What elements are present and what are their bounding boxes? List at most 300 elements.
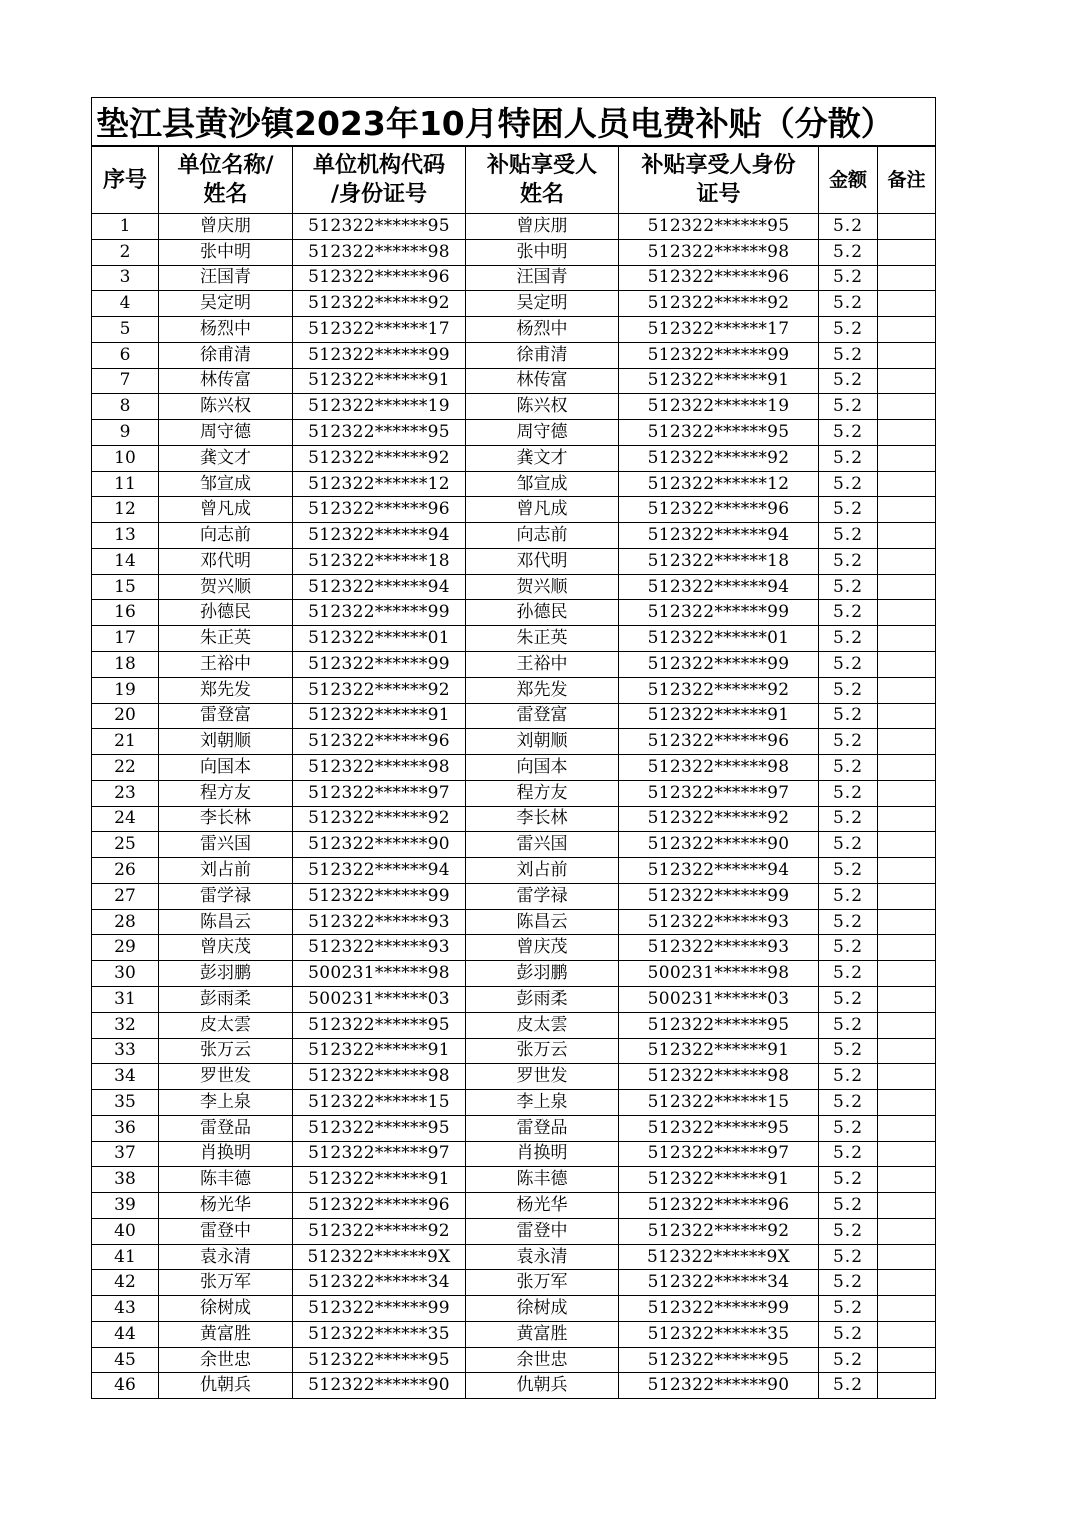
cell-unit-name: 彭雨柔 bbox=[159, 986, 293, 1012]
table-row bbox=[92, 909, 936, 935]
cell-unit-name: 刘占前 bbox=[159, 858, 293, 884]
cell-recipient-id: 512322******18 bbox=[619, 548, 819, 574]
table-row bbox=[92, 1347, 936, 1373]
cell-recipient-name: 雷登品 bbox=[466, 1115, 619, 1141]
cell-recipient-name: 向国本 bbox=[466, 755, 619, 781]
cell-unit-name: 陈兴权 bbox=[159, 394, 293, 420]
cell-recipient-name: 黄富胜 bbox=[466, 1321, 619, 1347]
cell-recipient-name: 张万云 bbox=[466, 1038, 619, 1064]
cell-amount: 5.2 bbox=[819, 265, 878, 291]
cell-amount: 5.2 bbox=[819, 239, 878, 265]
cell-unit-code: 512322******94 bbox=[293, 858, 466, 884]
cell-seq: 32 bbox=[92, 1012, 159, 1038]
cell-unit-name: 雷学禄 bbox=[159, 883, 293, 909]
cell-seq: 8 bbox=[92, 394, 159, 420]
cell-amount: 5.2 bbox=[819, 368, 878, 394]
table-body bbox=[92, 214, 936, 1399]
cell-seq: 16 bbox=[92, 600, 159, 626]
cell-recipient-name: 肖换明 bbox=[466, 1141, 619, 1167]
cell-recipient-id: 512322******92 bbox=[619, 677, 819, 703]
cell-amount: 5.2 bbox=[819, 1090, 878, 1116]
cell-amount: 5.2 bbox=[819, 497, 878, 523]
header-recipient-id: 补贴享受人身份 证号 bbox=[619, 146, 819, 214]
cell-note bbox=[878, 1270, 936, 1296]
cell-amount: 5.2 bbox=[819, 677, 878, 703]
cell-amount: 5.2 bbox=[819, 291, 878, 317]
cell-amount: 5.2 bbox=[819, 909, 878, 935]
cell-recipient-id: 512322******99 bbox=[619, 1296, 819, 1322]
cell-unit-code: 512322******99 bbox=[293, 1296, 466, 1322]
cell-recipient-name: 孙德民 bbox=[466, 600, 619, 626]
cell-unit-code: 512322******96 bbox=[293, 1193, 466, 1219]
cell-unit-name: 林传富 bbox=[159, 368, 293, 394]
cell-recipient-name: 刘朝顺 bbox=[466, 729, 619, 755]
subsidy-table bbox=[91, 97, 936, 1399]
cell-recipient-id: 512322******99 bbox=[619, 883, 819, 909]
cell-amount: 5.2 bbox=[819, 1218, 878, 1244]
cell-unit-code: 512322******35 bbox=[293, 1321, 466, 1347]
cell-note bbox=[878, 652, 936, 678]
cell-recipient-id: 512322******91 bbox=[619, 1167, 819, 1193]
cell-recipient-id: 512322******93 bbox=[619, 909, 819, 935]
cell-recipient-name: 贺兴顺 bbox=[466, 574, 619, 600]
cell-amount: 5.2 bbox=[819, 1141, 878, 1167]
cell-seq: 33 bbox=[92, 1038, 159, 1064]
cell-recipient-id: 512322******92 bbox=[619, 806, 819, 832]
cell-seq: 37 bbox=[92, 1141, 159, 1167]
table-row bbox=[92, 471, 936, 497]
cell-recipient-name: 邓代明 bbox=[466, 548, 619, 574]
cell-seq: 11 bbox=[92, 471, 159, 497]
cell-recipient-id: 512322******95 bbox=[619, 1115, 819, 1141]
cell-unit-code: 512322******98 bbox=[293, 1064, 466, 1090]
cell-note bbox=[878, 1218, 936, 1244]
table-row bbox=[92, 548, 936, 574]
cell-unit-name: 皮太雲 bbox=[159, 1012, 293, 1038]
cell-recipient-name: 邹宣成 bbox=[466, 471, 619, 497]
table-row bbox=[92, 626, 936, 652]
cell-unit-name: 袁永清 bbox=[159, 1244, 293, 1270]
cell-unit-name: 郑先发 bbox=[159, 677, 293, 703]
cell-unit-name: 余世忠 bbox=[159, 1347, 293, 1373]
table-row bbox=[92, 1038, 936, 1064]
table-row bbox=[92, 523, 936, 549]
table-row bbox=[92, 652, 936, 678]
cell-note bbox=[878, 858, 936, 884]
cell-note bbox=[878, 471, 936, 497]
cell-unit-code: 512322******96 bbox=[293, 265, 466, 291]
header-recipient-name: 补贴享受人 姓名 bbox=[466, 146, 619, 214]
cell-recipient-name: 曾庆茂 bbox=[466, 935, 619, 961]
cell-note bbox=[878, 626, 936, 652]
cell-amount: 5.2 bbox=[819, 445, 878, 471]
header-row bbox=[92, 146, 936, 214]
table-row bbox=[92, 1270, 936, 1296]
table-row bbox=[92, 1373, 936, 1399]
header-unit-name: 单位名称/ 姓名 bbox=[159, 146, 293, 214]
cell-amount: 5.2 bbox=[819, 1373, 878, 1399]
cell-recipient-name: 皮太雲 bbox=[466, 1012, 619, 1038]
cell-note bbox=[878, 445, 936, 471]
cell-unit-code: 512322******34 bbox=[293, 1270, 466, 1296]
cell-seq: 45 bbox=[92, 1347, 159, 1373]
cell-recipient-name: 程方友 bbox=[466, 780, 619, 806]
cell-seq: 36 bbox=[92, 1115, 159, 1141]
cell-recipient-id: 512322******96 bbox=[619, 265, 819, 291]
cell-amount: 5.2 bbox=[819, 1270, 878, 1296]
cell-unit-name: 张万云 bbox=[159, 1038, 293, 1064]
cell-seq: 41 bbox=[92, 1244, 159, 1270]
cell-note bbox=[878, 1090, 936, 1116]
cell-amount: 5.2 bbox=[819, 548, 878, 574]
cell-recipient-id: 512322******17 bbox=[619, 317, 819, 343]
table-row bbox=[92, 214, 936, 240]
cell-recipient-name: 林传富 bbox=[466, 368, 619, 394]
cell-recipient-id: 512322******9X bbox=[619, 1244, 819, 1270]
header-amount: 金额 bbox=[819, 146, 878, 214]
cell-recipient-name: 陈昌云 bbox=[466, 909, 619, 935]
table-row bbox=[92, 1090, 936, 1116]
cell-amount: 5.2 bbox=[819, 471, 878, 497]
cell-recipient-id: 512322******92 bbox=[619, 445, 819, 471]
cell-amount: 5.2 bbox=[819, 342, 878, 368]
cell-unit-name: 陈丰德 bbox=[159, 1167, 293, 1193]
cell-amount: 5.2 bbox=[819, 652, 878, 678]
cell-seq: 31 bbox=[92, 986, 159, 1012]
cell-seq: 17 bbox=[92, 626, 159, 652]
cell-amount: 5.2 bbox=[819, 1167, 878, 1193]
cell-recipient-id: 512322******95 bbox=[619, 420, 819, 446]
table-row bbox=[92, 883, 936, 909]
cell-recipient-id: 512322******91 bbox=[619, 1038, 819, 1064]
cell-unit-code: 512322******93 bbox=[293, 909, 466, 935]
cell-note bbox=[878, 394, 936, 420]
cell-recipient-name: 雷学禄 bbox=[466, 883, 619, 909]
cell-recipient-name: 陈兴权 bbox=[466, 394, 619, 420]
cell-note bbox=[878, 1347, 936, 1373]
cell-unit-name: 肖换明 bbox=[159, 1141, 293, 1167]
cell-amount: 5.2 bbox=[819, 1038, 878, 1064]
cell-unit-code: 512322******92 bbox=[293, 806, 466, 832]
cell-seq: 1 bbox=[92, 214, 159, 240]
cell-note bbox=[878, 1064, 936, 1090]
cell-seq: 14 bbox=[92, 548, 159, 574]
cell-seq: 4 bbox=[92, 291, 159, 317]
table-row bbox=[92, 394, 936, 420]
cell-unit-name: 李上泉 bbox=[159, 1090, 293, 1116]
cell-seq: 30 bbox=[92, 961, 159, 987]
table-row bbox=[92, 1064, 936, 1090]
cell-recipient-name: 王裕中 bbox=[466, 652, 619, 678]
cell-note bbox=[878, 291, 936, 317]
cell-recipient-id: 512322******96 bbox=[619, 1193, 819, 1219]
title-row bbox=[92, 98, 936, 147]
cell-unit-name: 程方友 bbox=[159, 780, 293, 806]
cell-seq: 5 bbox=[92, 317, 159, 343]
table-row bbox=[92, 755, 936, 781]
cell-note bbox=[878, 755, 936, 781]
cell-unit-name: 雷登中 bbox=[159, 1218, 293, 1244]
cell-unit-name: 邓代明 bbox=[159, 548, 293, 574]
cell-unit-code: 512322******99 bbox=[293, 600, 466, 626]
cell-recipient-id: 512322******95 bbox=[619, 1347, 819, 1373]
cell-recipient-name: 向志前 bbox=[466, 523, 619, 549]
cell-note bbox=[878, 935, 936, 961]
cell-note bbox=[878, 317, 936, 343]
cell-seq: 6 bbox=[92, 342, 159, 368]
cell-seq: 38 bbox=[92, 1167, 159, 1193]
cell-unit-name: 王裕中 bbox=[159, 652, 293, 678]
cell-recipient-id: 512322******94 bbox=[619, 858, 819, 884]
table-row bbox=[92, 342, 936, 368]
cell-note bbox=[878, 1193, 936, 1219]
header-note: 备注 bbox=[878, 146, 936, 214]
cell-recipient-id: 512322******91 bbox=[619, 368, 819, 394]
cell-recipient-id: 512322******92 bbox=[619, 1218, 819, 1244]
cell-note bbox=[878, 1244, 936, 1270]
cell-unit-name: 贺兴顺 bbox=[159, 574, 293, 600]
cell-note bbox=[878, 1115, 936, 1141]
cell-recipient-name: 曾庆朋 bbox=[466, 214, 619, 240]
cell-recipient-name: 杨烈中 bbox=[466, 317, 619, 343]
cell-recipient-name: 刘占前 bbox=[466, 858, 619, 884]
cell-seq: 22 bbox=[92, 755, 159, 781]
cell-note bbox=[878, 780, 936, 806]
cell-unit-code: 512322******98 bbox=[293, 239, 466, 265]
cell-unit-code: 512322******9X bbox=[293, 1244, 466, 1270]
cell-unit-name: 曾庆茂 bbox=[159, 935, 293, 961]
cell-amount: 5.2 bbox=[819, 626, 878, 652]
cell-amount: 5.2 bbox=[819, 858, 878, 884]
cell-unit-code: 512322******94 bbox=[293, 523, 466, 549]
table-row bbox=[92, 729, 936, 755]
cell-amount: 5.2 bbox=[819, 394, 878, 420]
cell-unit-code: 512322******92 bbox=[293, 1218, 466, 1244]
table-row bbox=[92, 832, 936, 858]
table-row bbox=[92, 1244, 936, 1270]
cell-unit-name: 邹宣成 bbox=[159, 471, 293, 497]
table-row bbox=[92, 497, 936, 523]
cell-amount: 5.2 bbox=[819, 1321, 878, 1347]
cell-unit-code: 512322******95 bbox=[293, 420, 466, 446]
cell-amount: 5.2 bbox=[819, 1012, 878, 1038]
cell-recipient-id: 512322******95 bbox=[619, 1012, 819, 1038]
cell-seq: 26 bbox=[92, 858, 159, 884]
cell-recipient-id: 512322******98 bbox=[619, 239, 819, 265]
cell-unit-code: 512322******99 bbox=[293, 883, 466, 909]
cell-unit-name: 陈昌云 bbox=[159, 909, 293, 935]
cell-unit-code: 512322******92 bbox=[293, 677, 466, 703]
table-row bbox=[92, 1321, 936, 1347]
cell-note bbox=[878, 548, 936, 574]
table-row bbox=[92, 1115, 936, 1141]
cell-unit-name: 朱正英 bbox=[159, 626, 293, 652]
cell-seq: 40 bbox=[92, 1218, 159, 1244]
cell-unit-name: 周守德 bbox=[159, 420, 293, 446]
table-row bbox=[92, 935, 936, 961]
cell-seq: 15 bbox=[92, 574, 159, 600]
cell-amount: 5.2 bbox=[819, 1115, 878, 1141]
cell-amount: 5.2 bbox=[819, 1244, 878, 1270]
cell-seq: 39 bbox=[92, 1193, 159, 1219]
cell-recipient-name: 龚文才 bbox=[466, 445, 619, 471]
table-row bbox=[92, 961, 936, 987]
cell-amount: 5.2 bbox=[819, 523, 878, 549]
cell-unit-code: 512322******95 bbox=[293, 1115, 466, 1141]
cell-note bbox=[878, 214, 936, 240]
cell-unit-name: 雷登富 bbox=[159, 703, 293, 729]
table-row bbox=[92, 1296, 936, 1322]
cell-amount: 5.2 bbox=[819, 317, 878, 343]
cell-recipient-id: 512322******90 bbox=[619, 832, 819, 858]
cell-seq: 10 bbox=[92, 445, 159, 471]
cell-unit-code: 512322******99 bbox=[293, 342, 466, 368]
table-row bbox=[92, 600, 936, 626]
cell-seq: 20 bbox=[92, 703, 159, 729]
cell-amount: 5.2 bbox=[819, 806, 878, 832]
cell-unit-code: 512322******97 bbox=[293, 780, 466, 806]
cell-recipient-id: 512322******99 bbox=[619, 600, 819, 626]
cell-unit-name: 仇朝兵 bbox=[159, 1373, 293, 1399]
cell-unit-code: 500231******03 bbox=[293, 986, 466, 1012]
table-row bbox=[92, 1193, 936, 1219]
table-row bbox=[92, 1141, 936, 1167]
cell-recipient-name: 杨光华 bbox=[466, 1193, 619, 1219]
cell-recipient-name: 曾凡成 bbox=[466, 497, 619, 523]
cell-note bbox=[878, 883, 936, 909]
cell-amount: 5.2 bbox=[819, 703, 878, 729]
cell-unit-code: 512322******95 bbox=[293, 214, 466, 240]
cell-recipient-id: 512322******90 bbox=[619, 1373, 819, 1399]
cell-unit-name: 杨光华 bbox=[159, 1193, 293, 1219]
cell-seq: 23 bbox=[92, 780, 159, 806]
cell-recipient-name: 张万军 bbox=[466, 1270, 619, 1296]
cell-unit-code: 512322******01 bbox=[293, 626, 466, 652]
cell-note bbox=[878, 1012, 936, 1038]
cell-amount: 5.2 bbox=[819, 600, 878, 626]
table-row bbox=[92, 1167, 936, 1193]
cell-amount: 5.2 bbox=[819, 1347, 878, 1373]
cell-amount: 5.2 bbox=[819, 574, 878, 600]
cell-recipient-name: 汪国青 bbox=[466, 265, 619, 291]
cell-note bbox=[878, 265, 936, 291]
cell-unit-name: 李长林 bbox=[159, 806, 293, 832]
header-seq: 序号 bbox=[92, 146, 159, 214]
cell-note bbox=[878, 574, 936, 600]
cell-unit-code: 512322******96 bbox=[293, 729, 466, 755]
cell-unit-name: 罗世发 bbox=[159, 1064, 293, 1090]
cell-recipient-name: 余世忠 bbox=[466, 1347, 619, 1373]
cell-unit-code: 512322******19 bbox=[293, 394, 466, 420]
cell-unit-name: 孙德民 bbox=[159, 600, 293, 626]
cell-unit-code: 512322******12 bbox=[293, 471, 466, 497]
cell-note bbox=[878, 909, 936, 935]
cell-recipient-id: 512322******94 bbox=[619, 574, 819, 600]
cell-unit-code: 512322******95 bbox=[293, 1012, 466, 1038]
table-row bbox=[92, 368, 936, 394]
cell-seq: 34 bbox=[92, 1064, 159, 1090]
cell-amount: 5.2 bbox=[819, 1296, 878, 1322]
cell-unit-name: 龚文才 bbox=[159, 445, 293, 471]
cell-recipient-id: 512322******01 bbox=[619, 626, 819, 652]
cell-unit-name: 刘朝顺 bbox=[159, 729, 293, 755]
cell-seq: 25 bbox=[92, 832, 159, 858]
cell-recipient-id: 512322******98 bbox=[619, 755, 819, 781]
table-row bbox=[92, 291, 936, 317]
cell-recipient-name: 周守德 bbox=[466, 420, 619, 446]
cell-unit-code: 512322******94 bbox=[293, 574, 466, 600]
cell-unit-name: 曾庆朋 bbox=[159, 214, 293, 240]
cell-recipient-id: 512322******34 bbox=[619, 1270, 819, 1296]
cell-recipient-name: 徐甫清 bbox=[466, 342, 619, 368]
cell-unit-code: 512322******91 bbox=[293, 703, 466, 729]
cell-seq: 29 bbox=[92, 935, 159, 961]
cell-unit-name: 雷兴国 bbox=[159, 832, 293, 858]
cell-note bbox=[878, 342, 936, 368]
table-row bbox=[92, 1012, 936, 1038]
cell-unit-code: 500231******98 bbox=[293, 961, 466, 987]
cell-unit-code: 512322******98 bbox=[293, 755, 466, 781]
cell-unit-code: 512322******90 bbox=[293, 832, 466, 858]
cell-recipient-id: 512322******96 bbox=[619, 497, 819, 523]
cell-recipient-id: 512322******97 bbox=[619, 780, 819, 806]
cell-amount: 5.2 bbox=[819, 986, 878, 1012]
cell-unit-code: 512322******15 bbox=[293, 1090, 466, 1116]
cell-unit-name: 徐甫清 bbox=[159, 342, 293, 368]
cell-seq: 3 bbox=[92, 265, 159, 291]
cell-seq: 19 bbox=[92, 677, 159, 703]
table-row bbox=[92, 1218, 936, 1244]
cell-unit-code: 512322******95 bbox=[293, 1347, 466, 1373]
cell-seq: 28 bbox=[92, 909, 159, 935]
cell-recipient-name: 朱正英 bbox=[466, 626, 619, 652]
cell-note bbox=[878, 1373, 936, 1399]
cell-unit-name: 张万军 bbox=[159, 1270, 293, 1296]
table-row bbox=[92, 677, 936, 703]
cell-recipient-name: 罗世发 bbox=[466, 1064, 619, 1090]
cell-note bbox=[878, 677, 936, 703]
cell-seq: 18 bbox=[92, 652, 159, 678]
cell-note bbox=[878, 806, 936, 832]
cell-recipient-name: 彭雨柔 bbox=[466, 986, 619, 1012]
header-unit-code: 单位机构代码 /身份证号 bbox=[293, 146, 466, 214]
cell-amount: 5.2 bbox=[819, 832, 878, 858]
cell-seq: 44 bbox=[92, 1321, 159, 1347]
cell-seq: 35 bbox=[92, 1090, 159, 1116]
cell-recipient-name: 徐树成 bbox=[466, 1296, 619, 1322]
cell-note bbox=[878, 1167, 936, 1193]
table-row bbox=[92, 317, 936, 343]
cell-unit-code: 512322******90 bbox=[293, 1373, 466, 1399]
cell-seq: 24 bbox=[92, 806, 159, 832]
cell-recipient-id: 512322******99 bbox=[619, 652, 819, 678]
cell-unit-name: 杨烈中 bbox=[159, 317, 293, 343]
cell-recipient-id: 512322******93 bbox=[619, 935, 819, 961]
cell-unit-name: 吴定明 bbox=[159, 291, 293, 317]
cell-recipient-name: 吴定明 bbox=[466, 291, 619, 317]
cell-note bbox=[878, 1321, 936, 1347]
cell-unit-name: 向志前 bbox=[159, 523, 293, 549]
cell-recipient-id: 512322******95 bbox=[619, 214, 819, 240]
cell-recipient-id: 512322******15 bbox=[619, 1090, 819, 1116]
cell-amount: 5.2 bbox=[819, 755, 878, 781]
cell-note bbox=[878, 832, 936, 858]
cell-amount: 5.2 bbox=[819, 420, 878, 446]
cell-note bbox=[878, 1141, 936, 1167]
cell-note bbox=[878, 703, 936, 729]
cell-recipient-id: 512322******92 bbox=[619, 291, 819, 317]
cell-note bbox=[878, 497, 936, 523]
